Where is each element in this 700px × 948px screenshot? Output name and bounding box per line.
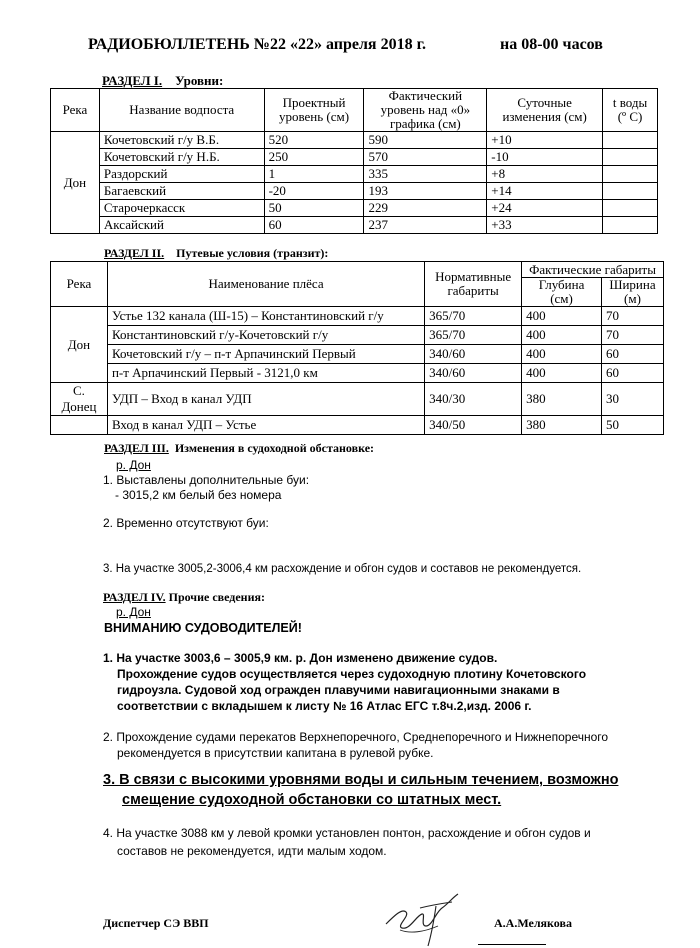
dispatcher-name: А.А.Мелякова (494, 916, 572, 930)
section3-heading: РАЗДЕЛ III. Изменения в судоходной обстановке: (104, 441, 375, 455)
col-daily-change: Суточные изменения (см) (487, 89, 603, 132)
river-cell: Дон (51, 307, 108, 383)
table-row: Дон Кочетовский г/у В.Б. 520 590 +10 (51, 132, 658, 149)
section3-item1-sub: - 3015,2 км белый без номера (115, 488, 282, 502)
col-actual: Фактические габариты (522, 262, 664, 278)
signature-line (478, 944, 546, 945)
table-row: Дон Устье 132 канала (Ш-15) – Константиновский г/у 365/70 400 70 (51, 307, 664, 326)
table-row: п-т Арпачинский Первый - 3121,0 км 340/60 400 60 (51, 364, 664, 383)
river-cell: Дон (51, 132, 100, 234)
col-normative: Нормативные габариты (425, 262, 522, 307)
table-row: Вход в канал УДП – Устье 340/50 380 50 (51, 416, 664, 435)
section4-item1-line2: Прохождение судов осуществляется через судоходную плотину Кочетовского (117, 667, 587, 681)
section4-item1-line4: соответствии с вкладышем к листу № 16 Атлас ЕГС т.8ч.2,изд. 2006 г. (117, 699, 532, 713)
table-row: С. Донец УДП – Вход в канал УДП 340/30 380 30 (51, 383, 664, 416)
table-row: Аксайский 60 237 +33 (51, 217, 658, 234)
section1-heading: РАЗДЕЛ I. Уровни: (102, 73, 224, 88)
river-cell: С. Донец (51, 383, 108, 416)
signature-icon (380, 886, 480, 948)
col-water-temp: t воды (º С) (603, 89, 658, 132)
section4-item2-line2: рекомендуется в присутствии капитана в рулевой рубке. (117, 746, 434, 760)
section4-item3-line2: смещение судоходной обстановки со штатных мест. (122, 792, 502, 808)
col-design-level: Проектный уровень (см) (264, 89, 364, 132)
levels-header-row (51, 89, 658, 132)
table-row: Старочеркасск 50 229 +24 (51, 200, 658, 217)
dispatcher-label: Диспетчер СЭ ВВП (103, 916, 209, 930)
section3-item2: 2. Временно отсутствуют буи: (103, 516, 269, 530)
section3-item3: 3. На участке 3005,2-3006,4 км расхождение и обгон судов и составов не рекомендуется. (103, 563, 582, 575)
table-row: Кочетовский г/у – п-т Арпачинский Первый 340/60 400 60 (51, 345, 664, 364)
attention-notice: ВНИМАНИЮ СУДОВОДИТЕЛЕЙ! (104, 621, 302, 635)
col-river: Река (51, 89, 100, 132)
section4-item4-line2: составов не рекомендуется, идти малым ходом. (117, 844, 387, 858)
col-stretch: Наименование плёса (107, 262, 424, 307)
table-row: Раздорский 1 335 +8 (51, 166, 658, 183)
col-river: Река (51, 262, 108, 307)
table-row: Кочетовский г/у Н.Б. 250 570 -10 (51, 149, 658, 166)
section4-heading: РАЗДЕЛ IV. Прочие сведения: (103, 590, 266, 604)
section2-heading: РАЗДЕЛ II. Путевые условия (транзит): (104, 246, 329, 260)
table-row: Константиновский г/у-Кочетовский г/у 365/70 400 70 (51, 326, 664, 345)
col-depth: Глубина (см) (522, 278, 602, 307)
col-station: Название водпоста (99, 89, 264, 132)
section4-item4-line1: 4. На участке 3088 км у левой кромки установлен понтон, расхождение и обгон судов и (103, 826, 591, 840)
section4-item2-line1: 2. Прохождение судами перекатов Верхнепоречного, Среднепоречного и Нижнепоречного (103, 730, 609, 744)
table-row: Багаевский -20 193 +14 (51, 183, 658, 200)
col-width: Ширина (м) (601, 278, 663, 307)
levels-table (50, 88, 658, 234)
section3-river: р. Дон (116, 458, 151, 472)
route-table (50, 261, 664, 435)
bulletin-time: на 08-00 часов (500, 36, 603, 53)
section4-river: р. Дон (116, 605, 151, 619)
col-actual-level: Фактический уровень над «0» графика (см) (364, 89, 487, 132)
section4-item1-line1: 1. На участке 3003,6 – 3005,9 км. р. Дон изменено движение судов. (103, 651, 498, 665)
section4-item1-line3: гидроузла. Судовой ход огражден плавучими навигационными знаками в (117, 683, 560, 697)
section3-item1: 1. Выставлены дополнительные буи: (103, 473, 310, 487)
section4-item3-line1: 3. В связи с высокими уровнями воды и сильным течением, возможно (103, 772, 619, 788)
bulletin-title: РАДИОБЮЛЛЕТЕНЬ №22 «22» апреля 2018 г. (88, 36, 427, 53)
